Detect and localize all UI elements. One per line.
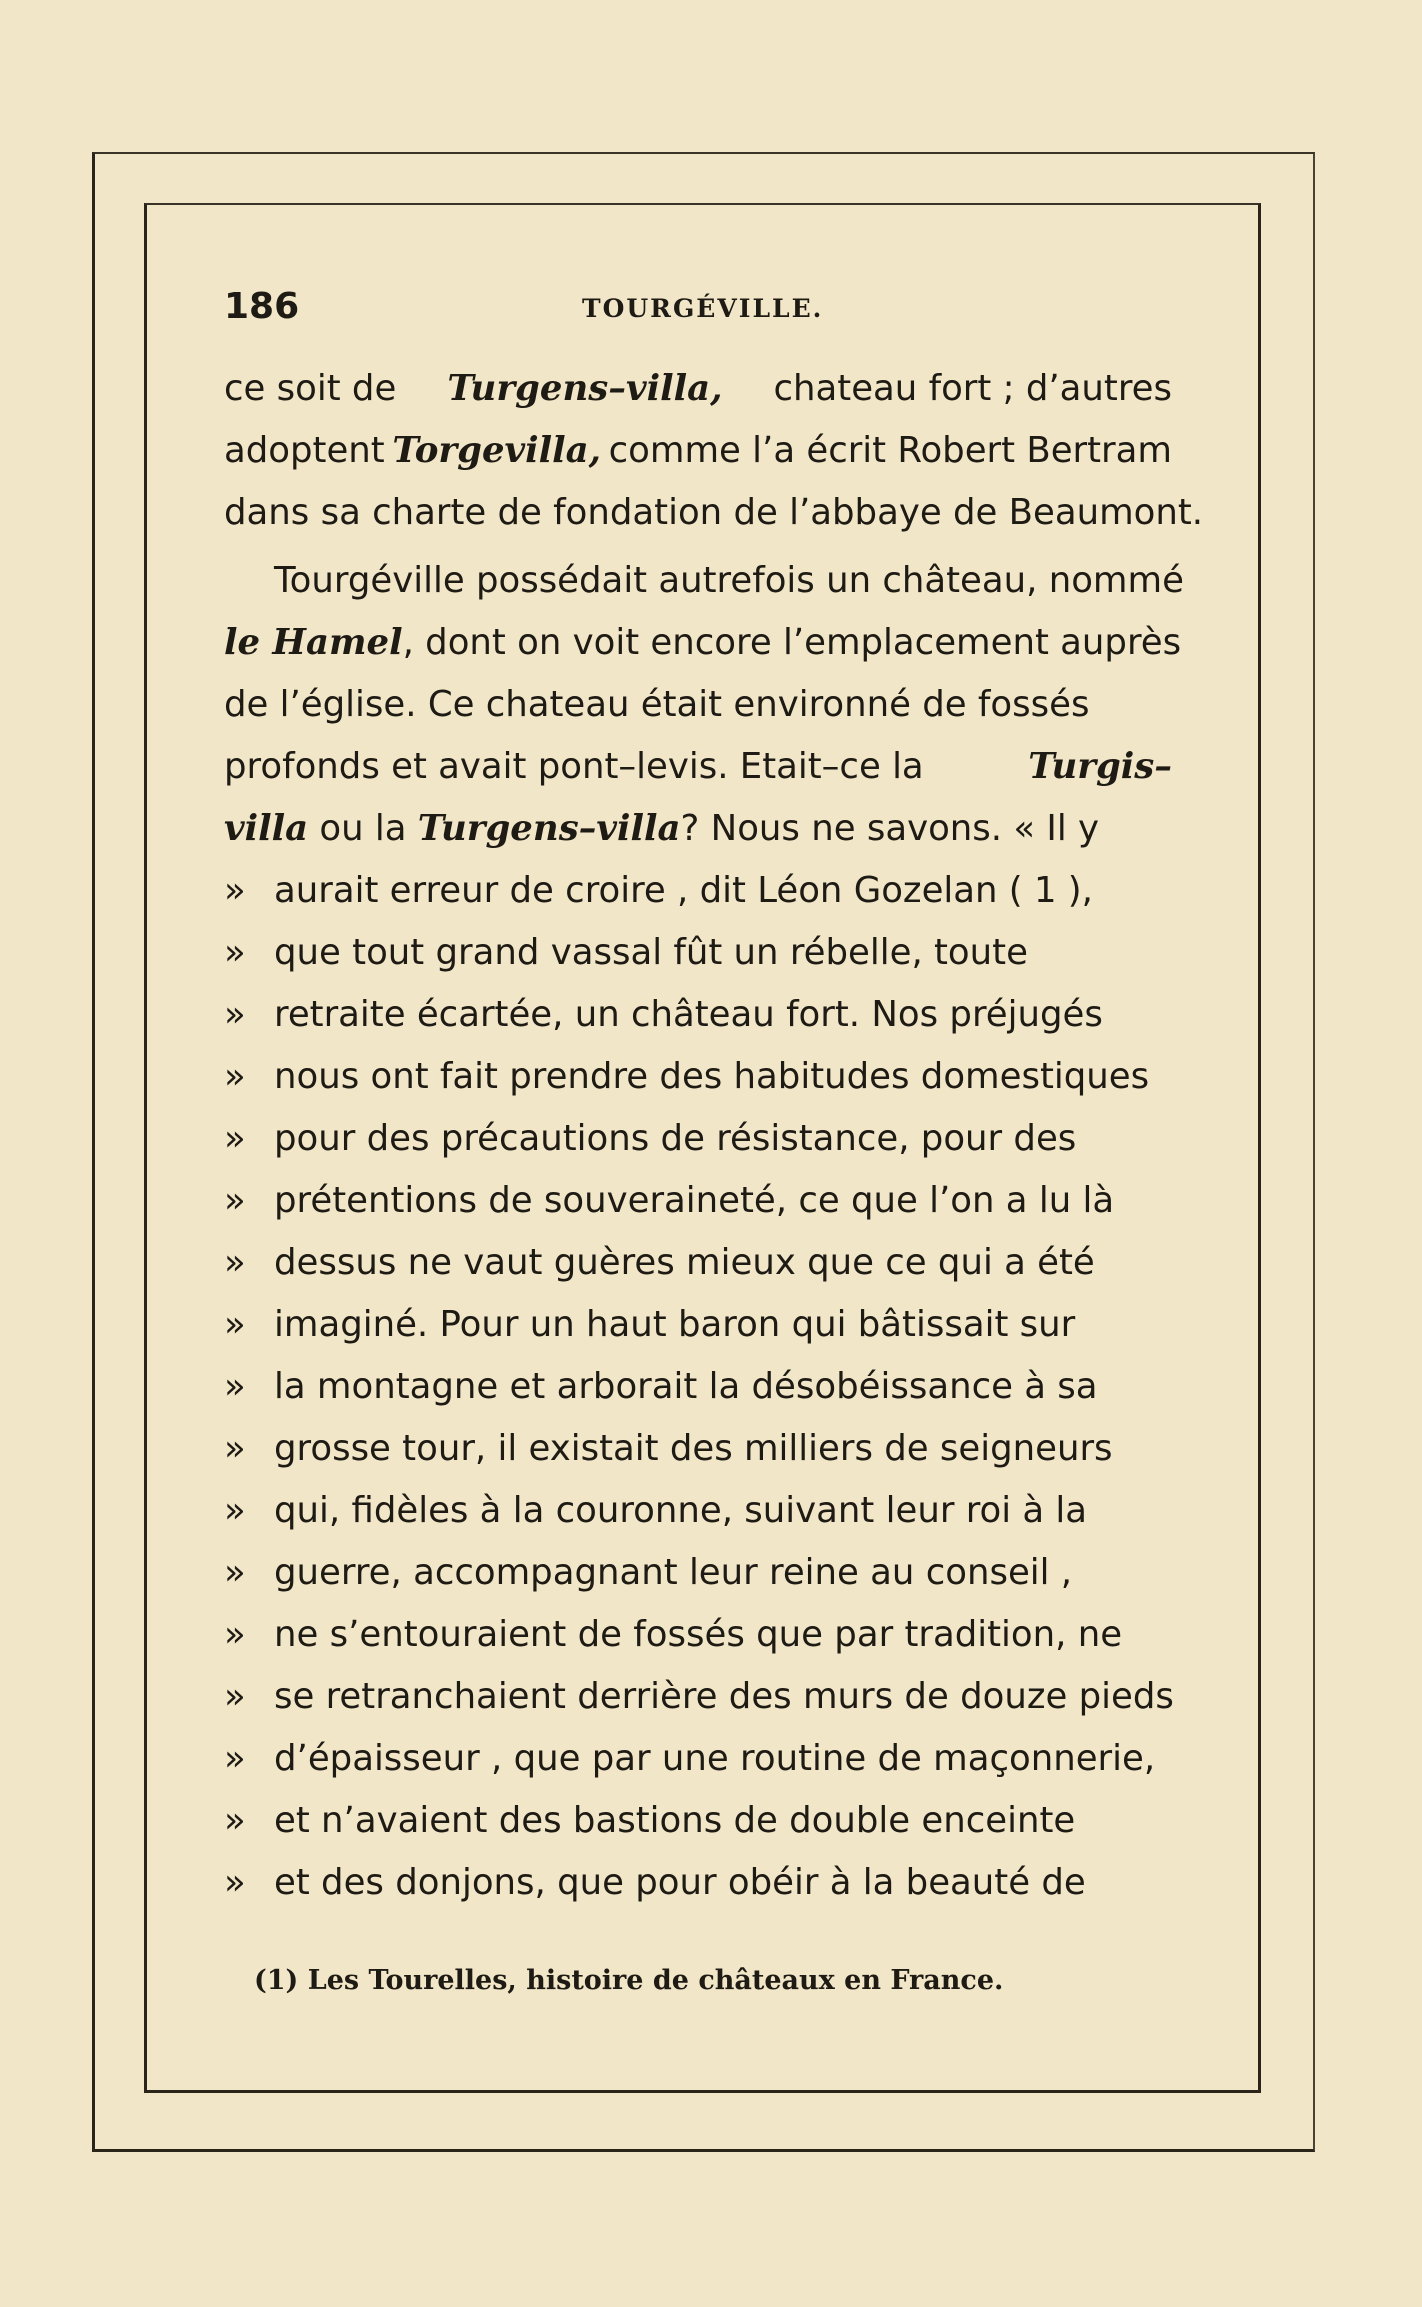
guillemet: »	[224, 1118, 246, 1159]
quote-text: guerre, accompagnant leur reine au conseil ,	[274, 1552, 1073, 1593]
quote-line	[224, 1790, 1172, 1852]
text-line: adoptent Torgevilla, comme l’a écrit Robert Bertram	[224, 430, 1172, 471]
guillemet: »	[224, 1738, 246, 1779]
quote-text: pour des précautions de résistance, pour des	[274, 1118, 1077, 1159]
quote-text: grosse tour, il existait des milliers de seigneurs	[274, 1428, 1113, 1469]
body-text	[224, 358, 1204, 1914]
guillemet: »	[224, 870, 246, 911]
quote-text: la montagne et arborait la désobéissance à sa	[274, 1366, 1098, 1407]
quote-line	[224, 1666, 1172, 1728]
quote-line	[224, 1604, 1172, 1666]
page-number: 186	[224, 286, 300, 327]
quote-line	[224, 984, 1172, 1046]
guillemet: »	[224, 1676, 246, 1717]
text-line: profonds et avait pont–levis. Etait–ce la Turgis–	[224, 746, 1172, 787]
text-line: le Hamel, dont on voit encore l’emplacement auprès	[224, 622, 1182, 663]
guillemet: »	[224, 1552, 246, 1593]
quote-text: nous ont fait prendre des habitudes domestiques	[274, 1056, 1150, 1097]
guillemet: »	[224, 1180, 246, 1221]
guillemet: »	[224, 932, 246, 973]
quote-text: se retranchaient derrière des murs de douze pieds	[274, 1676, 1174, 1717]
text-line: de l’église. Ce chateau était environné de fossés	[224, 684, 1090, 725]
quote-line	[224, 1294, 1172, 1356]
guillemet: »	[224, 1490, 246, 1531]
quote-line	[224, 1852, 1172, 1914]
quote-line	[224, 1418, 1172, 1480]
quote-line	[224, 1728, 1172, 1790]
guillemet: »	[224, 1366, 246, 1407]
guillemet: »	[224, 1614, 246, 1655]
guillemet: »	[224, 1428, 246, 1469]
guillemet: »	[224, 994, 246, 1035]
guillemet: »	[224, 1242, 246, 1283]
quote-line	[224, 1232, 1172, 1294]
quote-text: aurait erreur de croire , dit Léon Gozelan ( 1 ),	[274, 870, 1093, 911]
quote-text: que tout grand vassal fût un rébelle, toute	[274, 932, 1028, 973]
quote-line	[224, 1046, 1172, 1108]
quote-text: d’épaisseur , que par une routine de maçonnerie,	[274, 1738, 1156, 1779]
quote-text: dessus ne vaut guères mieux que ce qui a été	[274, 1242, 1095, 1283]
text-line: ce soit de Turgens–villa, chateau fort ; d’autres	[224, 368, 1172, 409]
guillemet: »	[224, 1800, 246, 1841]
quote-line	[224, 1108, 1172, 1170]
guillemet: »	[224, 1304, 246, 1345]
quote-text: et n’avaient des bastions de double enceinte	[274, 1800, 1076, 1841]
text-line: dans sa charte de fondation de l’abbaye de Beaumont.	[224, 492, 1204, 533]
quote-line	[224, 1480, 1172, 1542]
guillemet: »	[224, 1862, 246, 1903]
quote-text: retraite écartée, un château fort. Nos préjugés	[274, 994, 1103, 1035]
quote-text: qui, fidèles à la couronne, suivant leur roi à la	[274, 1490, 1088, 1531]
quote-text: prétentions de souveraineté, ce que l’on a lu là	[274, 1180, 1115, 1221]
footnote: (1) Les Tourelles, histoire de châteaux en France.	[254, 1965, 1004, 1996]
running-title: TOURGÉVILLE.	[582, 294, 824, 323]
text-line: Tourgéville possédait autrefois un château, nommé	[274, 560, 1184, 601]
quote-line	[224, 860, 1172, 922]
quote-line	[224, 1356, 1172, 1418]
quote-text: ne s’entouraient de fossés que par tradition, ne	[274, 1614, 1123, 1655]
text-line: villa ou la Turgens–villa? Nous ne savons. « Il y	[224, 808, 1099, 849]
page-header	[224, 286, 1169, 336]
quote-line	[224, 922, 1172, 984]
quote-text: et des donjons, que pour obéir à la beauté de	[274, 1862, 1086, 1903]
quote-text: imaginé. Pour un haut baron qui bâtissait sur	[274, 1304, 1076, 1345]
quote-line	[224, 1542, 1172, 1604]
guillemet: »	[224, 1056, 246, 1097]
quote-line	[224, 1170, 1172, 1232]
quotation	[224, 860, 1172, 1914]
